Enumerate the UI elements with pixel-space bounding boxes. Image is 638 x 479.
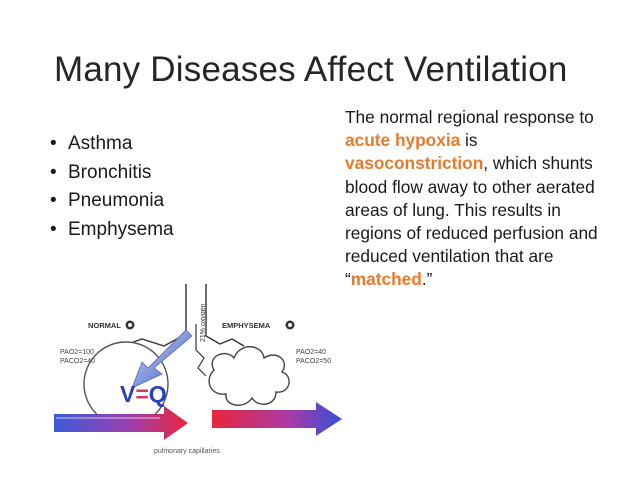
vq-diagram — [54, 284, 344, 464]
emphysema-label: EMPHYSEMA — [222, 321, 271, 330]
list-item-label: Pneumonia — [68, 190, 165, 211]
emph-paco2: PACO2=50 — [296, 358, 332, 365]
disease-list — [50, 130, 174, 244]
normal-paco2: PACO2=40 — [60, 358, 96, 365]
list-item-label: Emphysema — [68, 218, 174, 240]
slide-title: Many Diseases Affect Ventilation — [54, 50, 568, 89]
oxygen-label: 21% oxygen — [200, 303, 207, 342]
bullet-marker: • — [50, 161, 57, 183]
emphysema-blood-flow-arrow — [212, 402, 342, 436]
list-item — [50, 130, 174, 159]
emph-pao2: PAO2=40 — [296, 349, 327, 356]
normal-label: NORMAL — [88, 321, 121, 330]
bullet-marker: • — [50, 218, 57, 240]
highlight-vasoconstriction: vasoconstriction — [345, 153, 484, 174]
list-item-label: Asthma — [68, 133, 133, 154]
vq-diagram-svg — [54, 284, 344, 464]
list-item — [50, 159, 174, 188]
capillaries-label: pulmonary capillaries — [154, 448, 220, 455]
list-item — [50, 216, 174, 245]
paragraph-text: The normal regional response to — [345, 107, 594, 127]
list-item-label: Bronchitis — [68, 161, 152, 183]
list-item — [50, 187, 174, 216]
paragraph-text: is — [460, 130, 478, 151]
bullet-marker: • — [50, 133, 57, 154]
paragraph-text: , which shunts blood flow away to other aerated areas of lung. This results in regions of reduced perfusion and reduced ventilation that are “ — [345, 153, 598, 290]
highlight-matched: matched — [350, 269, 422, 290]
paragraph-text: .” — [421, 269, 433, 290]
bullet-marker: • — [50, 190, 57, 211]
vq-label: V=Q — [120, 381, 167, 407]
highlight-acute-hypoxia: acute hypoxia — [345, 130, 461, 151]
explanation-paragraph — [345, 106, 615, 292]
normal-pao2: PAO2=100 — [60, 349, 94, 356]
emphysema-alveolus — [209, 347, 289, 406]
